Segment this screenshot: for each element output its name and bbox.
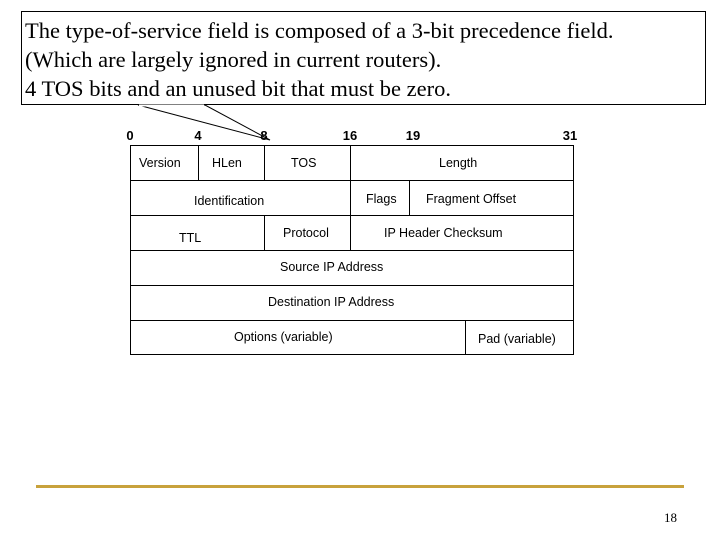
- field-fragment-offset: Fragment Offset: [426, 192, 517, 206]
- bit-8-label: 8: [260, 128, 268, 143]
- field-version: Version: [139, 156, 181, 170]
- divider-flags-fragment: [409, 180, 410, 215]
- divider-protocol-checksum: [350, 215, 351, 250]
- row-divider-2: [130, 215, 574, 216]
- field-checksum: IP Header Checksum: [384, 226, 503, 240]
- divider-ident-flags: [350, 180, 351, 215]
- divider-options-pad: [465, 320, 466, 355]
- row-divider-5: [130, 320, 574, 321]
- divider-hlen-tos: [264, 145, 265, 180]
- page-number: 18: [664, 510, 677, 525]
- field-protocol: Protocol: [283, 226, 329, 240]
- divider-version-hlen: [198, 145, 199, 180]
- field-destination-address: Destination IP Address: [268, 295, 395, 309]
- callout-line-2: (Which are largely ignored in current routers).: [25, 47, 442, 72]
- field-source-address: Source IP Address: [280, 260, 384, 274]
- callout-line-3: 4 TOS bits and an unused bit that must be zero.: [25, 76, 451, 101]
- bit-19-label: 19: [405, 128, 421, 143]
- callout-line-1: The type-of-service field is composed of a 3-bit precedence field.: [25, 18, 614, 43]
- row-divider-4: [130, 285, 574, 286]
- field-ttl: TTL: [179, 231, 202, 245]
- field-options: Options (variable): [234, 330, 333, 344]
- divider-tos-length: [350, 145, 351, 180]
- field-tos: TOS: [291, 156, 317, 170]
- bit-31-label: 31: [562, 128, 578, 143]
- bit-4-label: 4: [194, 128, 202, 143]
- bit-0-label: 0: [126, 128, 134, 143]
- field-identification: Identification: [194, 194, 265, 208]
- row-divider-1: [130, 180, 574, 181]
- bit-16-label: 16: [342, 128, 358, 143]
- divider-ttl-protocol: [264, 215, 265, 250]
- field-hlen: HLen: [212, 156, 242, 170]
- field-flags: Flags: [366, 192, 397, 206]
- footer-accent-bar: [36, 485, 684, 488]
- row-divider-3: [130, 250, 574, 251]
- field-pad: Pad (variable): [478, 332, 556, 346]
- field-length: Length: [439, 156, 478, 170]
